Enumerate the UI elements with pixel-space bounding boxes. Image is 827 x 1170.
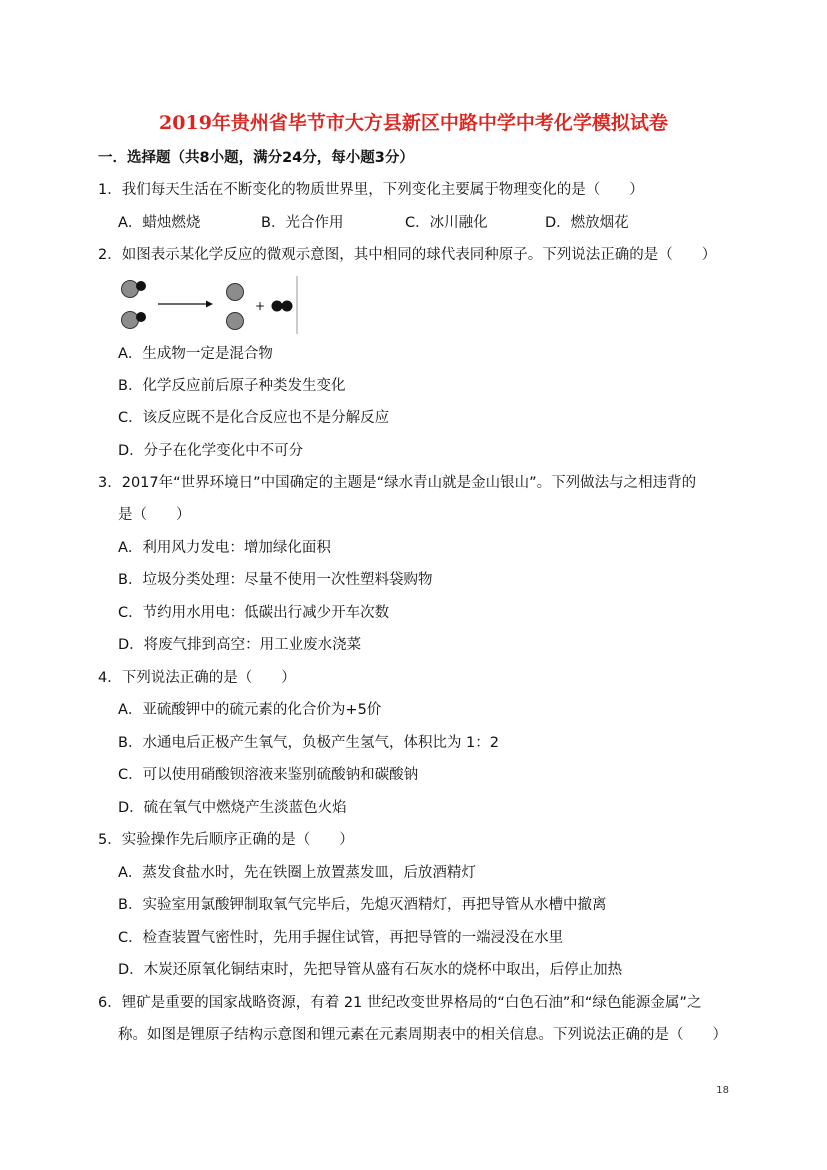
question-4-option-c: C．可以使用硝酸钡溶液来鉴别硫酸钠和碳酸钠 [118, 767, 419, 783]
question-2-stem: 2．如图表示某化学反应的微观示意图，其中相同的球代表同种原子。下列说法正确的是（ ） [98, 247, 717, 263]
question-4-option-b: B．水通电后正极产生氧气，负极产生氢气，体积比为 1：2 [118, 735, 500, 751]
product-molecule-black [272, 301, 293, 312]
question-4-option-d: D．硫在氧气中燃烧产生淡蓝色火焰 [118, 800, 347, 816]
plus-sign: + [255, 299, 266, 313]
question-3-stem-line1: 3．2017年“世界环境日”中国确定的主题是“绿水青山就是金山银山”。下列做法与之相违背的 [98, 475, 697, 491]
reactant-molecule-top [122, 281, 147, 298]
question-5-stem: 5．实验操作先后顺序正确的是（ ） [98, 832, 354, 848]
question-1-option-b: B．光合作用 [261, 215, 344, 231]
section-heading: 一．选择题（共8小题，满分24分，每小题3分） [98, 150, 414, 166]
question-5-option-a: A．蒸发食盐水时，先在铁圈上放置蒸发皿，后放酒精灯 [118, 865, 476, 881]
question-4-option-a: A．亚硫酸钾中的硫元素的化合价为+5价 [118, 702, 382, 718]
question-2-option-d: D．分子在化学变化中不可分 [118, 443, 304, 459]
reactant-molecule-bottom [122, 312, 147, 329]
question-5-option-c: C．检查装置气密性时，先用手握住试管，再把导管的一端浸没在水里 [118, 930, 564, 946]
reaction-diagram [116, 276, 298, 334]
product-atom-top [227, 284, 244, 301]
product-atom-bottom [227, 313, 244, 330]
question-2-option-a: A．生成物一定是混合物 [118, 346, 273, 362]
question-1-stem: 1．我们每天生活在不断变化的物质世界里，下列变化主要属于物理变化的是（ ） [98, 182, 644, 198]
question-5-option-b: B．实验室用氯酸钾制取氧气完毕后，先熄灭酒精灯，再把导管从水槽中撤离 [118, 897, 607, 913]
question-1-option-d: D．燃放烟花 [545, 215, 629, 231]
question-4-stem: 4．下列说法正确的是（ ） [98, 670, 296, 686]
question-6-stem-line2: 称。如图是锂原子结构示意图和锂元素在元素周期表中的相关信息。下列说法正确的是（ ） [118, 1027, 727, 1043]
question-3-option-b: B．垃圾分类处理：尽量不使用一次性塑料袋购物 [118, 572, 433, 588]
reaction-arrow [158, 301, 213, 308]
question-3-option-d: D．将废气排到高空：用工业废水浇菜 [118, 637, 362, 653]
question-1-option-c: C．冰川融化 [405, 215, 488, 231]
page-number: 18 [716, 1085, 729, 1096]
question-2-option-b: B．化学反应前后原子种类发生变化 [118, 378, 346, 394]
question-2-option-c: C．该反应既不是化合反应也不是分解反应 [118, 410, 390, 426]
question-5-option-d: D．木炭还原氧化铜结束时，先把导管从盛有石灰水的烧杯中取出，后停止加热 [118, 962, 623, 978]
question-6-stem-line1: 6．锂矿是重要的国家战略资源，有着 21 世纪改变世界格局的“白色石油”和“绿色能源金属”之 [98, 995, 702, 1011]
question-3-stem-line2: 是（ ） [118, 507, 191, 523]
question-3-option-a: A．利用风力发电：增加绿化面积 [118, 540, 331, 556]
question-1-option-a: A．蜡烛燃烧 [118, 215, 201, 231]
page-title: 2019年贵州省毕节市大方县新区中路中学中考化学模拟试卷 [159, 112, 668, 134]
question-3-option-c: C．节约用水用电：低碳出行减少开车次数 [118, 605, 390, 621]
question-1-options [118, 213, 629, 233]
